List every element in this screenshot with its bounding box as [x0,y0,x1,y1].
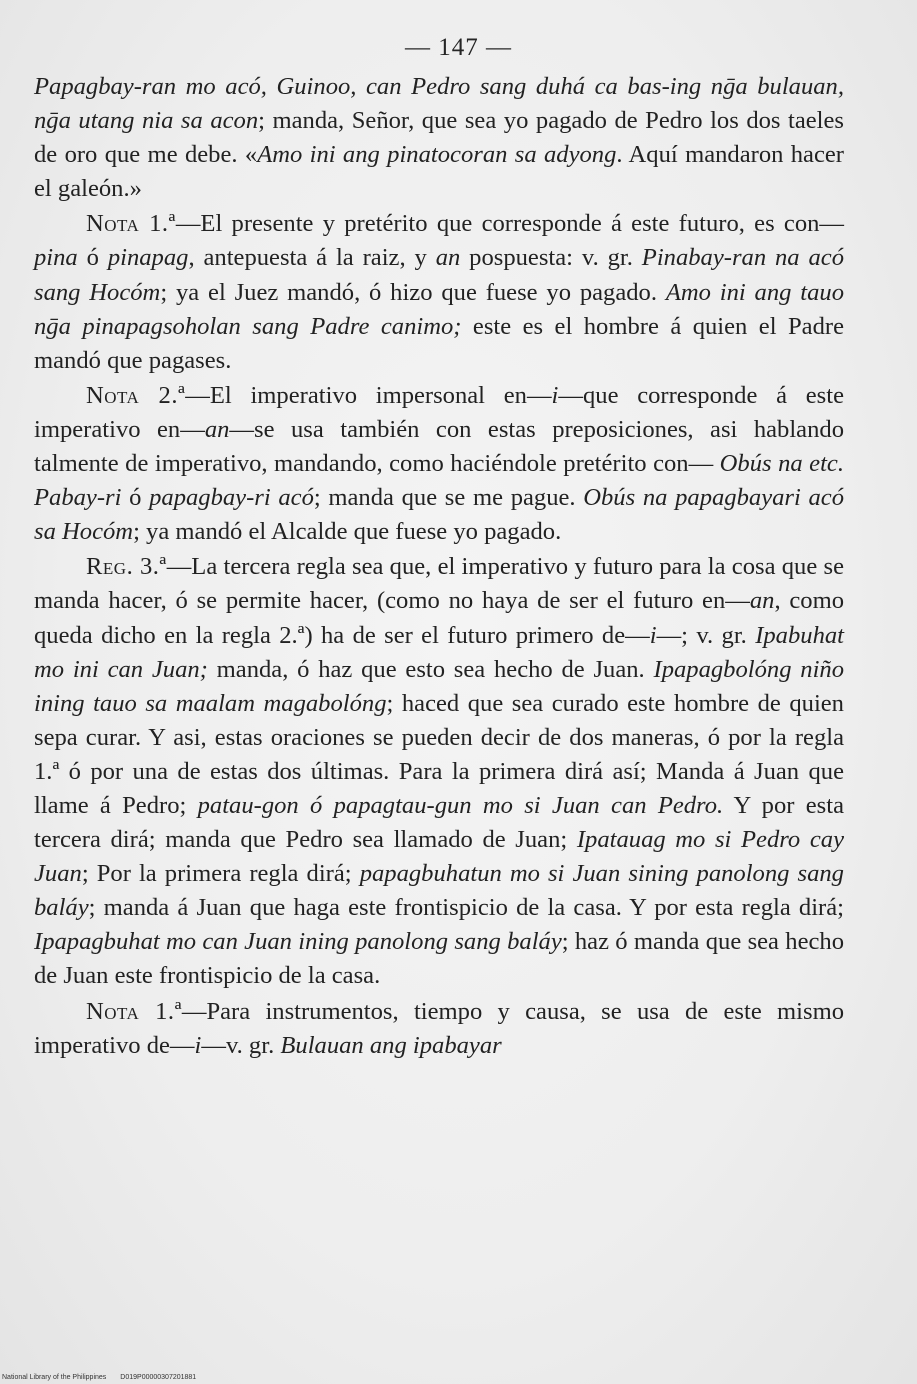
section-label: Nota 2.ª [86,381,186,409]
tagalog-example: pina [34,244,78,272]
scan-footer [2,1374,196,1381]
spanish-text: ; ya el Juez mandó, ó hizo que fuese yo pagado. [160,278,666,306]
paragraph-nota-2 [34,379,844,549]
spanish-text: este es el hombre á quien el Padre mandó que pagases. [34,312,844,374]
library-credit: National Library of the Philippines [2,1374,107,1381]
page-body [34,70,844,1063]
tagalog-example: i [649,621,657,649]
tagalog-example: Papagbay-ran mo acó, Guinoo, can Pedro sang duhá ca bas-ing nḡa bulauan, nḡa utang nia sa acon [34,73,844,135]
spanish-text: ; haz ó manda que sea hecho de Juan este frontispicio de la casa. [34,928,844,990]
spanish-text: —El imperativo impersonal en— [185,381,552,409]
tagalog-example: Amo ini ang pinatocoran sa adyong [257,141,617,169]
spanish-text: —v. gr. [201,1031,281,1059]
tagalog-example: Ipapagbolóng niño ining tauo sa maalam magabolóng [34,655,844,717]
tagalog-example: Ipabuhat mo ini can Juan; [34,621,844,683]
paragraph-regla-3 [34,550,844,993]
spanish-text: , como queda dicho en la regla 2.ª) ha de ser el futuro primero de— [34,587,845,649]
tagalog-example: an [204,415,230,443]
tagalog-example: Ipatauag mo si Pedro cay Juan [34,826,844,888]
spanish-text: —que corresponde á este imperativo en— [34,381,844,443]
tagalog-example: i [194,1031,202,1059]
spanish-text: ó [77,244,108,272]
spanish-text: ó [121,484,150,512]
spanish-text: ; Por la primera regla dirá; [81,860,360,888]
section-label: Nota 1.ª [86,997,182,1025]
spanish-text: manda, ó haz que esto sea hecho de Juan. [207,655,654,683]
paragraph-nota-1 [34,207,844,377]
tagalog-example: Ipapagbuhat mo can Juan ining panolong sang baláy [34,928,562,956]
paragraph-continuation [34,70,844,206]
tagalog-example: Amo ini ang tauo nḡa pinapagsoholan sang Padre canimo; [34,278,844,340]
spanish-text: Y por esta tercera dirá; manda que Pedro sea llamado de Juan; [34,791,844,854]
spanish-text: , antepuesta á la raiz, y [188,244,436,272]
spanish-text: ; haced que sea curado este hombre de quien sepa curar. Y asi, estas oraciones se pueden decir de dos maneras, ó por la regla 1.ª ó por una de estas dos últimas. Para la primera dirá así; Manda á Juan que llame á Pedro; [34,689,844,819]
paragraph-nota-1-b [34,995,844,1063]
tagalog-example: patau-gon ó papagtau-gun mo si Juan can Pedro. [197,791,724,819]
spanish-text: ; manda, Señor, que sea yo pagado de Pedro los dos taeles de oro que me debe. « [34,107,844,169]
tagalog-example: papagbay-ri acó [149,484,314,512]
spanish-text: ; ya mandó el Alcalde que fuese yo pagado. [133,518,562,546]
tagalog-example: pinapag [107,244,189,272]
spanish-text: —se usa también con estas preposiciones, asi hablando talmente de imperativo, mandando, como haciéndole pretérito con— [34,415,844,478]
spanish-text: —Para instrumentos, tiempo y causa, se usa de este mismo imperativo de— [34,997,844,1059]
section-label: Nota 1.ª [86,210,176,238]
tagalog-example: Bulauan ang ipabayar [280,1031,502,1059]
page-number: — 147 — [405,34,512,61]
scan-id: D019P00000307201881 [120,1374,197,1381]
tagalog-example: Obús na papagbayari acó sa Hocóm [34,484,845,546]
tagalog-example: papagbuhatun mo si Juan sining panolong sang baláy [34,860,844,922]
spanish-text: . Aquí mandaron hacer el galeón.» [34,141,844,203]
section-label: Reg. 3.ª [86,553,167,581]
spanish-text: pospuesta: v. gr. [460,244,642,272]
spanish-text: —La tercera regla sea que, el imperativo y futuro para la cosa que se manda hacer, ó se permite hacer, (como no haya de ser el futuro en— [34,553,844,615]
tagalog-example: i [551,381,559,409]
spanish-text: —; v. gr. [656,621,756,649]
tagalog-example: an [749,587,775,615]
spanish-text: —El presente y pretérito que corresponde á este futuro, es con— [175,210,845,238]
tagalog-example: Pinabay-ran na acó sang Hocóm [34,244,844,306]
tagalog-example: Obús na etc. Pabay-ri [34,450,844,512]
spanish-text: ; manda á Juan que haga este frontispicio de la casa. Y por esta regla dirá; [88,894,844,922]
tagalog-example: an [435,244,461,272]
spanish-text: ; manda que se me pague. [313,484,584,512]
